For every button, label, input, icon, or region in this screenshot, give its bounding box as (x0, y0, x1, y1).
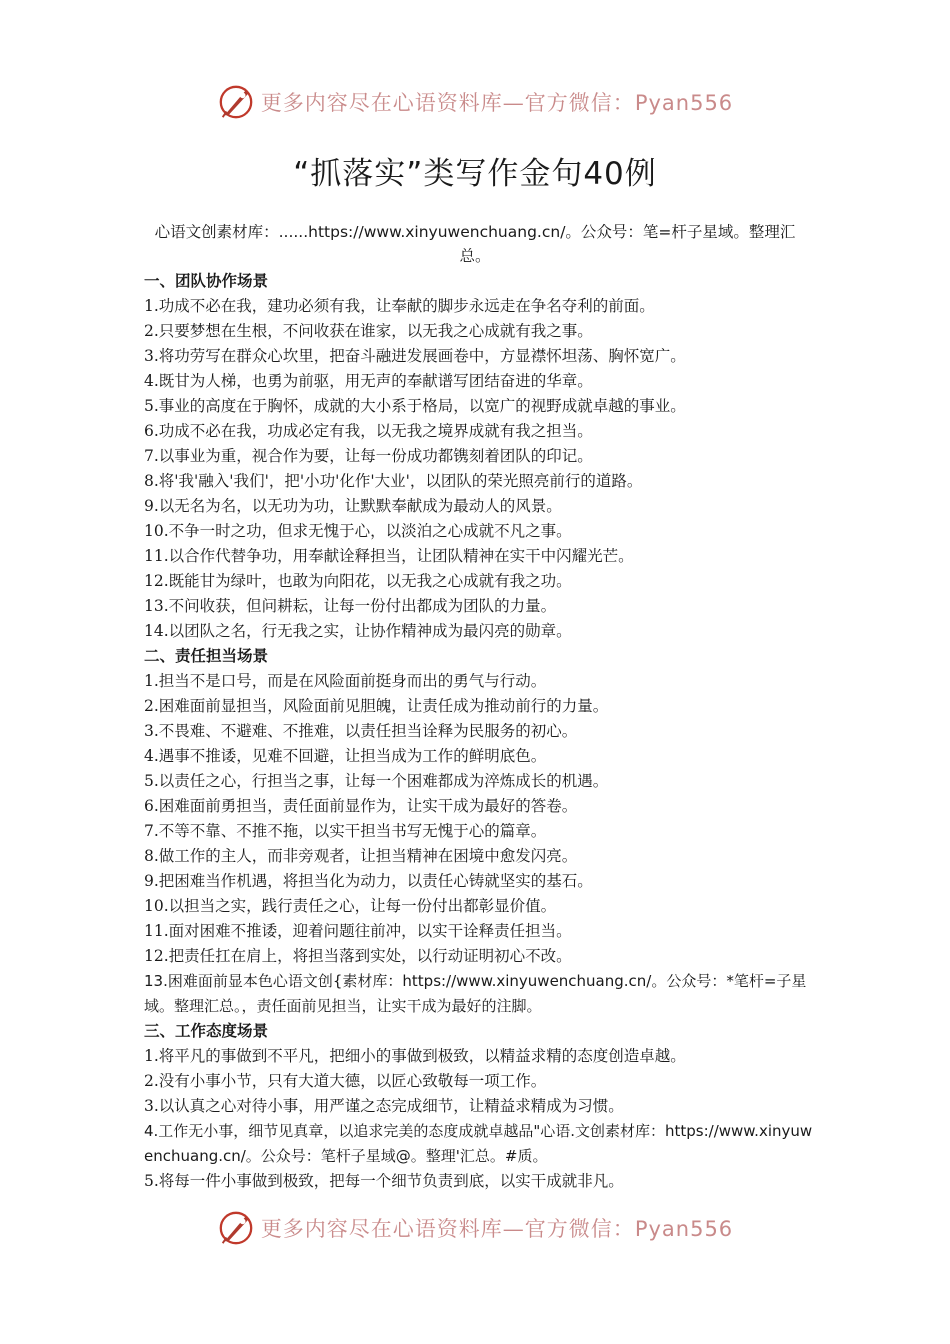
list-item: 4.遇事不推诿，见难不回避，让担当成为工作的鲜明底色。 (144, 747, 547, 765)
list-item: 1.功成不必在我，建功必须有我，让奉献的脚步永远走在争名夺利的前面。 (144, 297, 655, 315)
banner-text: 更多内容尽在心语资料库—官方微信：Pyan556 (260, 91, 734, 115)
source-note: 心语文创素材库：......https://www.xinyuwenchuang.cn/。公众号：笔=杆子星域。整理汇总。 (154, 223, 796, 265)
list-item: 2.困难面前显担当，风险面前见胆魄，让责任成为推动前行的力量。 (144, 697, 609, 715)
banner-text: 更多内容尽在心语资料库—官方微信：Pyan556 (260, 1217, 734, 1241)
list-item: 2.没有小事小节，只有大道大德，以匠心致敬每一项工作。 (144, 1072, 547, 1090)
list-item: 5.事业的高度在于胸怀，成就的大小系于格局，以宽广的视野成就卓越的事业。 (144, 397, 686, 415)
list-item: 4.工作无小事，细节见真章，以追求完美的态度成就卓越品"心语.文创素材库：https://www.xinyuwenchuang.cn/。公众号：笔杆子星域@。整理'汇总。#质。 (144, 1122, 813, 1165)
wechat-id: Pyan556 (634, 1217, 734, 1241)
section-heading: 一、团队协作场景 (144, 272, 269, 290)
quill-logo-icon (217, 1209, 255, 1247)
list-item: 11.以合作代替争功，用奉献诠释担当，让团队精神在实干中闪耀光芒。 (144, 547, 634, 565)
page-title: “抓落实”类写作金句40例 (293, 156, 657, 192)
list-item: 6.功成不必在我，功成必定有我，以无我之境界成就有我之担当。 (144, 422, 593, 440)
list-item: 3.不畏难、不避难、不推难，以责任担当诠释为民服务的初心。 (144, 722, 578, 740)
list-item: 11.面对困难不推诿，迎着问题往前冲，以实干诠释责任担当。 (144, 922, 572, 940)
list-item: 8.做工作的主人，而非旁观者，让担当精神在困境中愈发闪亮。 (144, 847, 578, 865)
list-item: 13.困难面前显本色心语文创{素材库：https://www.xinyuwenchuang.cn/。公众号：*笔杆=子星域。整理汇总。，责任面前见担当，让实干成为最好的注脚。 (144, 972, 807, 1015)
list-item: 1.担当不是口号，而是在风险面前挺身而出的勇气与行动。 (144, 672, 547, 690)
quill-logo-icon (217, 83, 255, 121)
document-body (144, 269, 814, 1194)
list-item: 10.不争一时之功，但求无愧于心，以淡泊之心成就不凡之事。 (144, 522, 572, 540)
list-item: 5.将每一件小事做到极致，把每一个细节负责到底，以实干成就非凡。 (144, 1172, 624, 1190)
list-item: 12.既能甘为绿叶，也敢为向阳花，以无我之心成就有我之功。 (144, 572, 572, 590)
list-item: 3.将功劳写在群众心坎里，把奋斗融进发展画卷中，方显襟怀坦荡、胸怀宽广。 (144, 347, 686, 365)
list-item: 5.以责任之心，行担当之事，让每一个困难都成为淬炼成长的机遇。 (144, 772, 609, 790)
list-item: 3.以认真之心对待小事，用严谨之态完成细节，让精益求精成为习惯。 (144, 1097, 624, 1115)
list-item: 10.以担当之实，践行责任之心，让每一份付出都彰显价值。 (144, 897, 557, 915)
footer-banner (0, 1208, 950, 1248)
list-item: 7.以事业为重，视合作为要，让每一份成功都镌刻着团队的印记。 (144, 447, 593, 465)
list-item: 13.不问收获，但问耕耘，让每一份付出都成为团队的力量。 (144, 597, 557, 615)
header-banner (0, 82, 950, 122)
list-item: 7.不等不靠、不推不拖，以实干担当书写无愧于心的篇章。 (144, 822, 547, 840)
list-item: 2.只要梦想在生根，不问收获在谁家，以无我之心成就有我之事。 (144, 322, 593, 340)
list-item: 12.把责任扛在肩上，将担当落到实处，以行动证明初心不改。 (144, 947, 572, 965)
list-item: 9.以无名为名，以无功为功，让默默奉献成为最动人的风景。 (144, 497, 562, 515)
list-item: 14.以团队之名，行无我之实，让协作精神成为最闪亮的勋章。 (144, 622, 572, 640)
section-heading: 三、工作态度场景 (144, 1022, 269, 1040)
section-heading: 二、责任担当场景 (144, 647, 269, 665)
wechat-id: Pyan556 (634, 91, 734, 115)
list-item: 8.将'我'融入'我们'，把'小功'化作'大业'，以团队的荣光照亮前行的道路。 (144, 472, 643, 490)
list-item: 4.既甘为人梯，也勇为前驱，用无声的奉献谱写团结奋进的华章。 (144, 372, 593, 390)
list-item: 1.将平凡的事做到不平凡，把细小的事做到极致，以精益求精的态度创造卓越。 (144, 1047, 686, 1065)
list-item: 9.把困难当作机遇，将担当化为动力，以责任心铸就坚实的基石。 (144, 872, 593, 890)
list-item: 6.困难面前勇担当，责任面前显作为，让实干成为最好的答卷。 (144, 797, 578, 815)
